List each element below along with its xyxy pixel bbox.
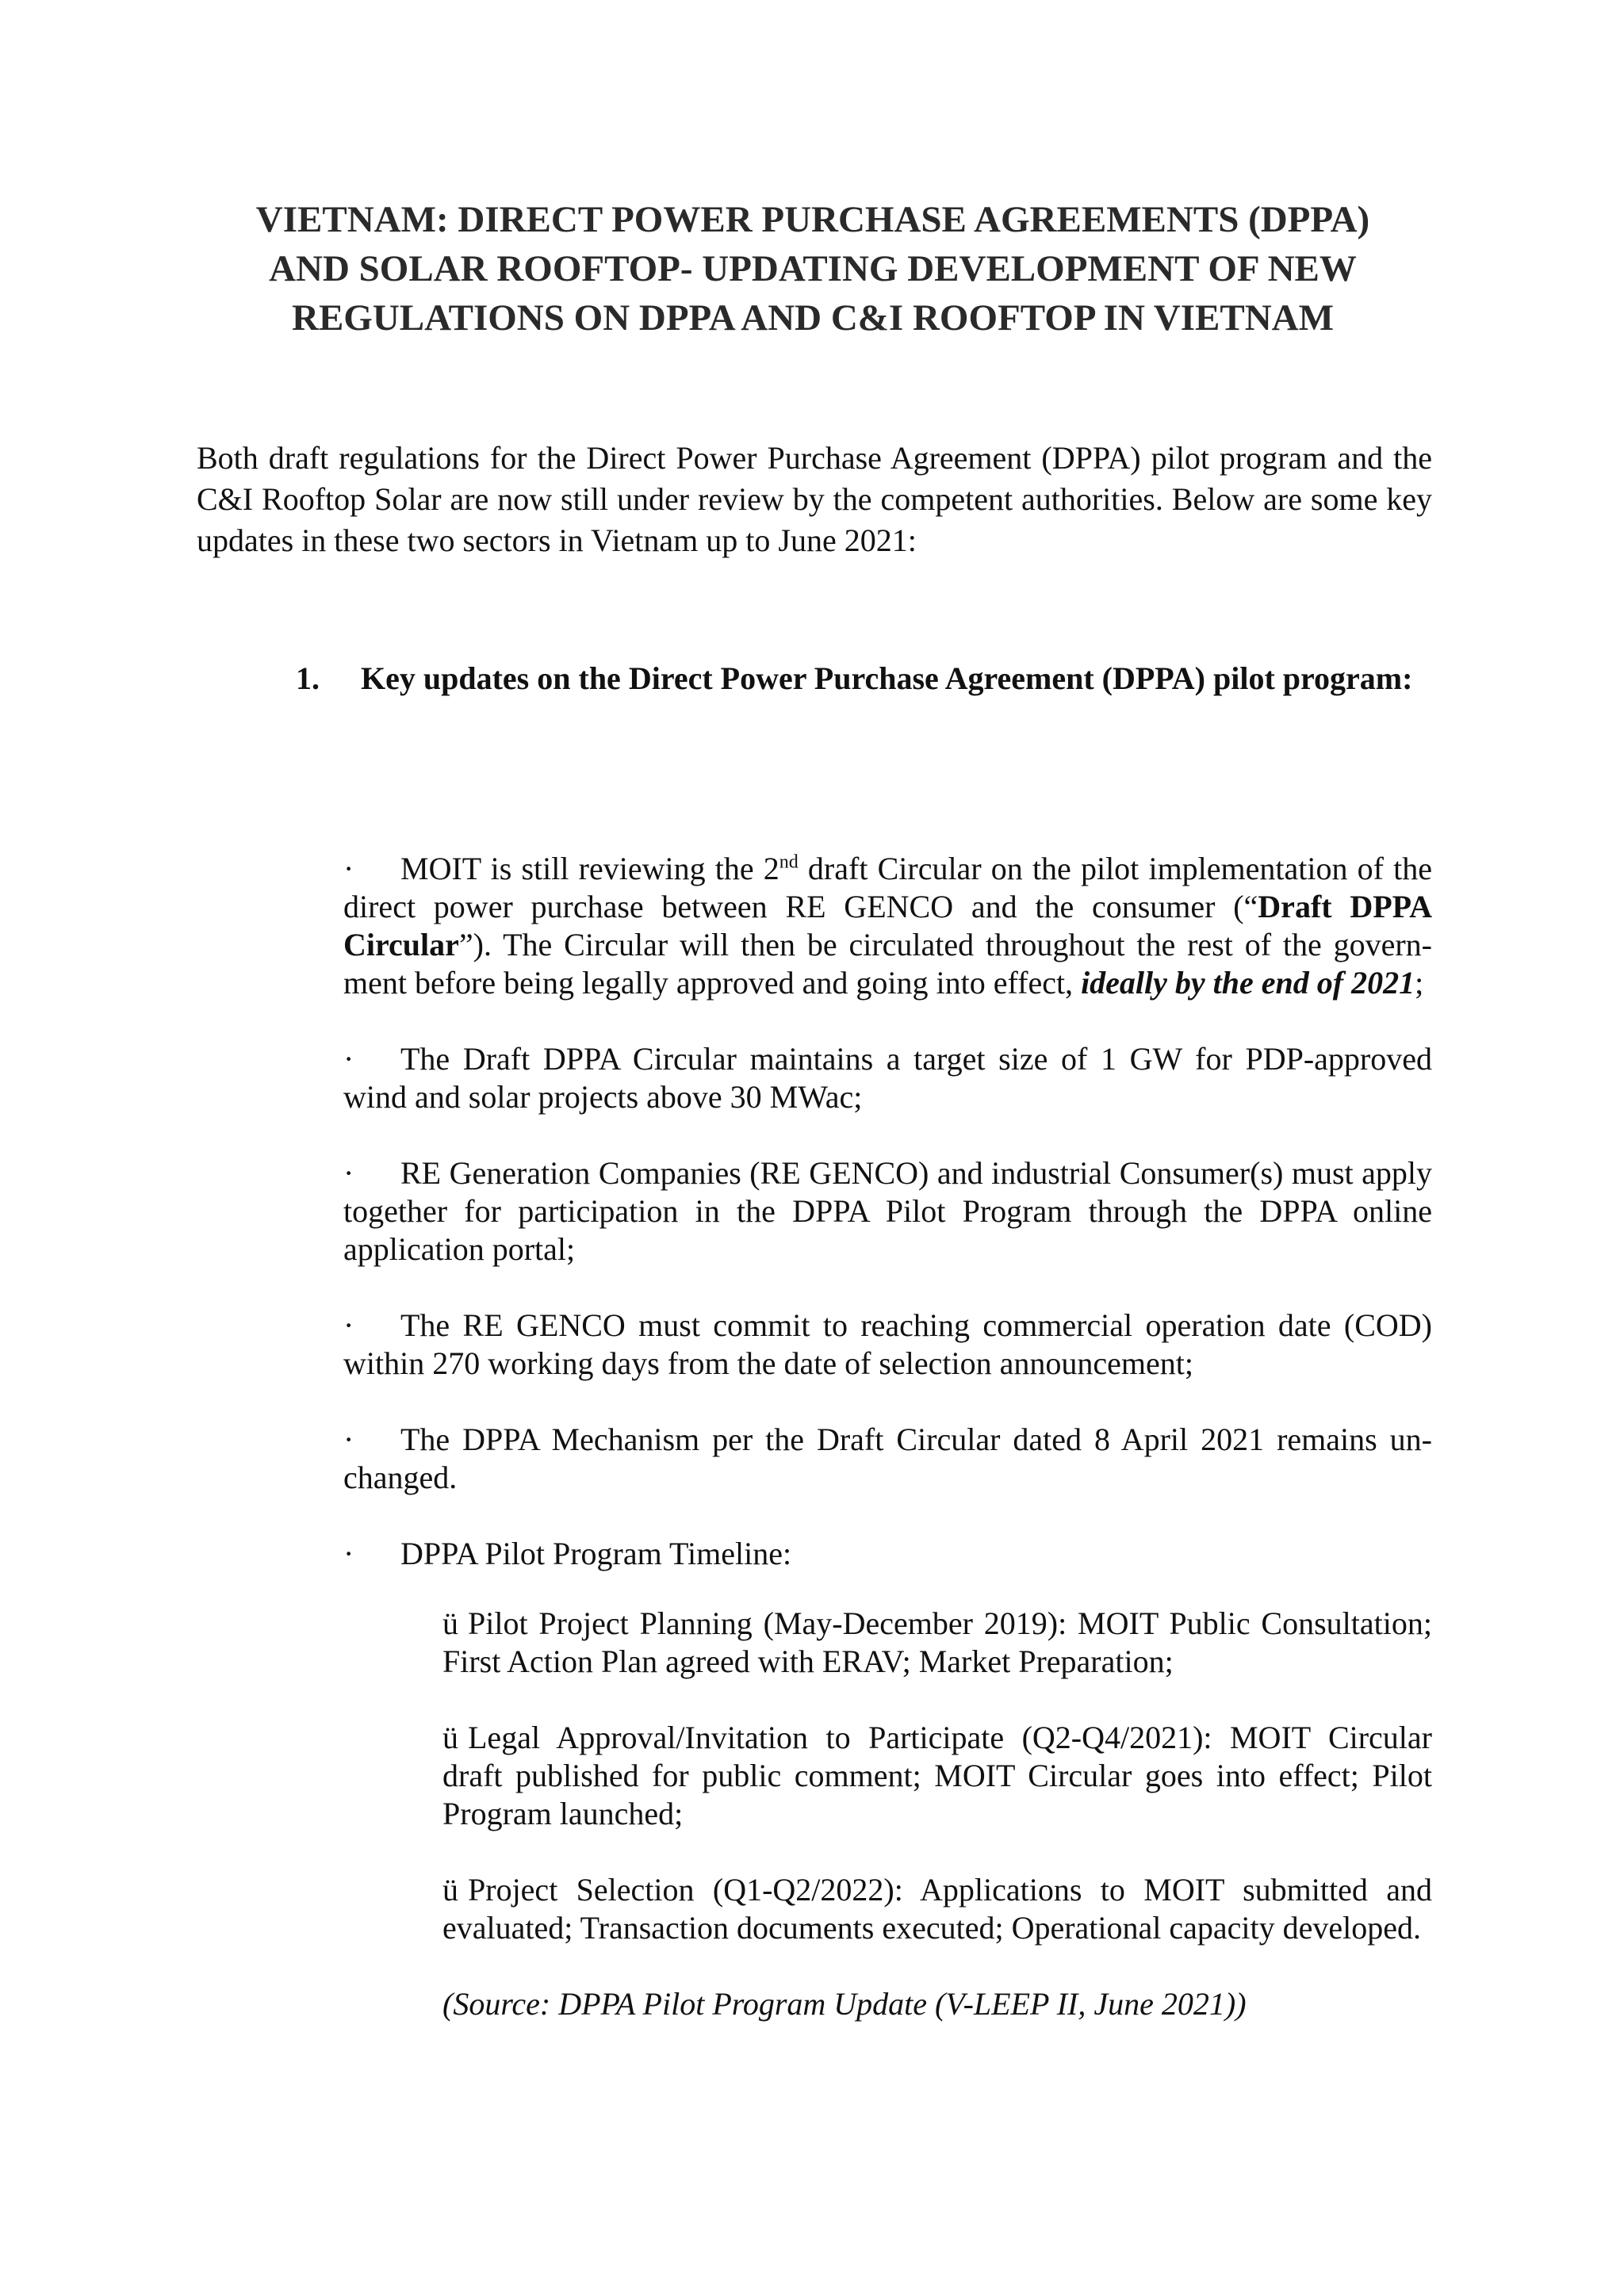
section-1-heading bbox=[296, 658, 1432, 699]
check-icon: ü bbox=[442, 1872, 458, 1908]
bullet-text: RE Generation Companies (RE GENCO) and industrial Consumer(s) must apply together for participation in the DPPA Pilot Program through the DPPA online application portal; bbox=[343, 1155, 1432, 1267]
timeline-item bbox=[442, 1605, 1432, 1681]
list-item bbox=[343, 1421, 1432, 1497]
bullet-dot: · bbox=[343, 1307, 354, 1343]
bullet-text: ”). The Circular will then be circulated throughout the rest of the government before being legally approved and going into effect, bbox=[343, 927, 1432, 1001]
section-1-number: 1. bbox=[296, 660, 320, 696]
bullet-dot: · bbox=[343, 1536, 354, 1571]
list-item bbox=[343, 1154, 1432, 1269]
check-icon: ü bbox=[442, 1605, 458, 1641]
bullet-text: MOIT is still reviewing the 2 bbox=[400, 851, 779, 886]
timeline-text: Legal Approval/Invitation to Participate (Q2-Q4/2021): MOIT Circular draft published for public comment; MOIT Circular goes into effect; Pilot Program launched; bbox=[442, 1720, 1432, 1831]
bullet-dot: · bbox=[343, 1422, 354, 1457]
title-line-2: AND SOLAR ROOFTOP- UPDATING DEVELOPMENT OF NEW bbox=[269, 248, 1357, 289]
source-citation: (Source: DPPA Pilot Program Update (V-LEEP II, June 2021)) bbox=[442, 1986, 1247, 2022]
bullet-dot: · bbox=[343, 851, 354, 886]
document-title bbox=[198, 195, 1427, 342]
bullet-text: ; bbox=[1415, 965, 1424, 1001]
bullet-text: draft Circular on the pilot implementation of the direct power purchase between RE GENCO and the consumer (“ bbox=[343, 851, 1432, 924]
timeline-list bbox=[442, 1605, 1432, 1947]
list-item bbox=[343, 1040, 1432, 1116]
timeline-text: Pilot Project Planning (May-December 2019): MOIT Public Consultation; First Action Plan agreed with ERAV; Market Preparation; bbox=[442, 1605, 1432, 1679]
timeline-item bbox=[442, 1719, 1432, 1833]
bullet-text: The DPPA Mechanism per the Draft Circular dated 8 April 2021 remains unchanged. bbox=[343, 1422, 1432, 1495]
bullet-text: The RE GENCO must commit to reaching commercial operation date (COD) within 270 working days from the date of selection announcement; bbox=[343, 1307, 1432, 1381]
timeline-text: Project Selection (Q1-Q2/2022): Applications to MOIT submitted and evaluated; Transaction documents executed; Operational capacity developed. bbox=[442, 1872, 1432, 1946]
bullet-text: DPPA Pilot Program Timeline: bbox=[400, 1536, 792, 1571]
bullet-text: The Draft DPPA Circular maintains a target size of 1 GW for PDP-approved wind and solar projects above 30 MWac; bbox=[343, 1041, 1432, 1115]
bold-term: Draft DPPA Circular bbox=[343, 889, 1433, 962]
intro-paragraph: Both draft regulations for the Direct Power Purchase Agreement (DPPA) pilot program and the C&I Rooftop Solar are now still under review by the competent authorities. Below are some key updates in these two sectors in Vietnam up to June 2021: bbox=[197, 440, 1432, 558]
list-item bbox=[343, 1307, 1432, 1383]
bullet-dot: · bbox=[343, 1041, 354, 1077]
bullet-dot: · bbox=[343, 1155, 354, 1191]
section-1-heading-text: Key updates on the Direct Power Purchase Agreement (DPPA) pilot program: bbox=[361, 660, 1413, 696]
list-item bbox=[343, 850, 1432, 1002]
timeline-item bbox=[442, 1871, 1432, 1947]
title-line-1: VIETNAM: DIRECT POWER PURCHASE AGREEMENTS (DPPA) bbox=[255, 199, 1370, 240]
superscript: nd bbox=[779, 851, 799, 873]
key-updates-list bbox=[343, 850, 1432, 2061]
bold-italic-emphasis: ideally by the end of 2021 bbox=[1081, 965, 1415, 1001]
title-line-3: REGULATIONS ON DPPA AND C&I ROOFTOP IN VIETNAM bbox=[292, 297, 1334, 339]
list-item bbox=[343, 1535, 1432, 2023]
check-icon: ü bbox=[442, 1720, 458, 1755]
